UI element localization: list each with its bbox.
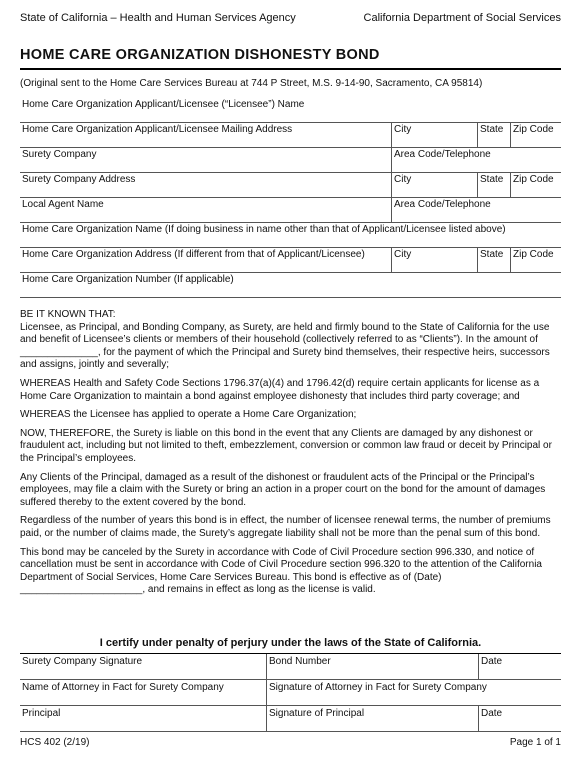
page-number: Page 1 of 1 [509,737,561,748]
applicant-mailing-label: Home Care Organization Applicant/Licensee Mailing Address [22,124,293,135]
state-label: State [477,122,510,147]
surety-state-label: State [477,172,510,197]
hco-zip-label: Zip Code [510,247,561,272]
principal-date-label: Date [478,706,561,731]
paragraph-claims: Any Clients of the Principal, damaged as a result of the dishonest or fraudulent acts of the Principal or the Principal’s employees, may file a claim with the Surety or bring an action in a proper court on the bond for the amount of damages suffered thereby to the extent covered by the bond. [20,471,546,508]
principal-label: Principal [22,708,61,719]
surety-company-label: Surety Company [22,149,97,160]
surety-address-row[interactable] [20,172,561,198]
surety-address-label: Surety Company Address [22,174,136,185]
zip-label: Zip Code [510,122,561,147]
hco-number-label: Home Care Organization Number (If applicable) [22,274,234,285]
applicant-name-row[interactable] [20,97,561,123]
signature-row-principal[interactable] [20,706,561,732]
hco-city-label: City [391,247,477,272]
surety-company-row[interactable] [20,147,561,173]
attorney-name-label: Name of Attorney in Fact for Surety Company [22,682,224,693]
hco-name-row[interactable] [20,222,561,248]
perjury-certification: I certify under penalty of perjury under the laws of the State of California. [99,637,482,649]
surety-signature-label: Surety Company Signature [22,656,143,667]
title-divider [20,68,561,70]
bond-body [20,309,561,603]
local-agent-row[interactable] [20,197,561,223]
applicant-name-label: Home Care Organization Applicant/Licensee (“Licensee”) Name [22,99,305,110]
agency-header [20,12,561,24]
surety-phone-label: Area Code/Telephone [391,147,561,172]
paragraph-binding: Licensee, as Principal, and Bonding Company, as Surety, are held and firmly bound to the State of California for the use and benefit of Licensee’s clients or members of their household (collectively referred to as “Clients”). In the amount of ______________, for the payment of which the Principal and Surety bind themselves, their respective heirs, successors and assigns, jointly and severally; [20,321,550,371]
signature-row-attorney[interactable] [20,680,561,706]
department-name: California Department of Social Services [363,12,561,24]
hco-address-label: Home Care Organization Address (If different from that of Applicant/Licensee) [22,249,365,260]
agent-phone-label: Area Code/Telephone [391,197,561,222]
local-agent-label: Local Agent Name [22,199,104,210]
city-label: City [391,122,477,147]
form-number: HCS 402 (2/19) [20,737,90,748]
paragraph-whereas-applied: WHEREAS the Licensee has applied to operate a Home Care Organization; [20,409,357,421]
hco-name-label: Home Care Organization Name (If doing business in name other than that of Applicant/Licensee listed above) [22,224,506,235]
date-label: Date [478,654,561,679]
paragraph-whereas-code: WHEREAS Health and Safety Code Sections 1796.37(a)(4) and 1796.42(d) require certain applicants for license as a Home Care Organization to maintain a bond against employee dishonesty that includes third party coverage; and [20,377,540,402]
attorney-signature-label: Signature of Attorney in Fact for Surety Company [266,680,561,705]
signature-row-surety[interactable] [20,654,561,680]
form-footer [20,737,561,748]
paragraph-cancellation: This bond may be canceled by the Surety in accordance with Code of Civil Procedure section 996.330, and notice of cancellation must be sent in accordance with Code of Civil Procedure section 996.320 to the attention of the California Department of Social Services, Home Care Services Bureau. This bond is effective as of (Date) ______________________, and remains in effect as long as the license is valid. [20,546,542,596]
agency-name: State of California – Health and Human Services Agency [20,12,296,24]
surety-city-label: City [391,172,477,197]
paragraph-now-therefore: NOW, THEREFORE, the Surety is liable on this bond in the event that any Clients are damaged by any dishonest or fraudulent act, including but not limited to theft, embezzlement, conversion or common law fraud or deceit by Principal or the Principal’s employees. [20,427,552,464]
original-sent-note: (Original sent to the Home Care Services Bureau at 744 P Street, M.S. 9-14-90, Sacramento, CA 95814) [20,78,483,89]
signature-table [20,653,561,732]
bond-number-label: Bond Number [266,654,478,679]
paragraph-liability: Regardless of the number of years this bond is in effect, the number of licensee renewal terms, the number of premiums paid, or the number of claims made, the Surety’s aggregate liability shall not be more than the penal sum of this bond. [20,515,551,539]
principal-signature-label: Signature of Principal [266,706,478,731]
hco-state-label: State [477,247,510,272]
hco-number-row[interactable] [20,272,561,298]
surety-zip-label: Zip Code [510,172,561,197]
applicant-mailing-row[interactable] [20,122,561,148]
form-title: HOME CARE ORGANIZATION DISHONESTY BOND [20,47,380,63]
be-it-known: BE IT KNOWN THAT: [20,309,116,320]
hco-address-row[interactable] [20,247,561,273]
